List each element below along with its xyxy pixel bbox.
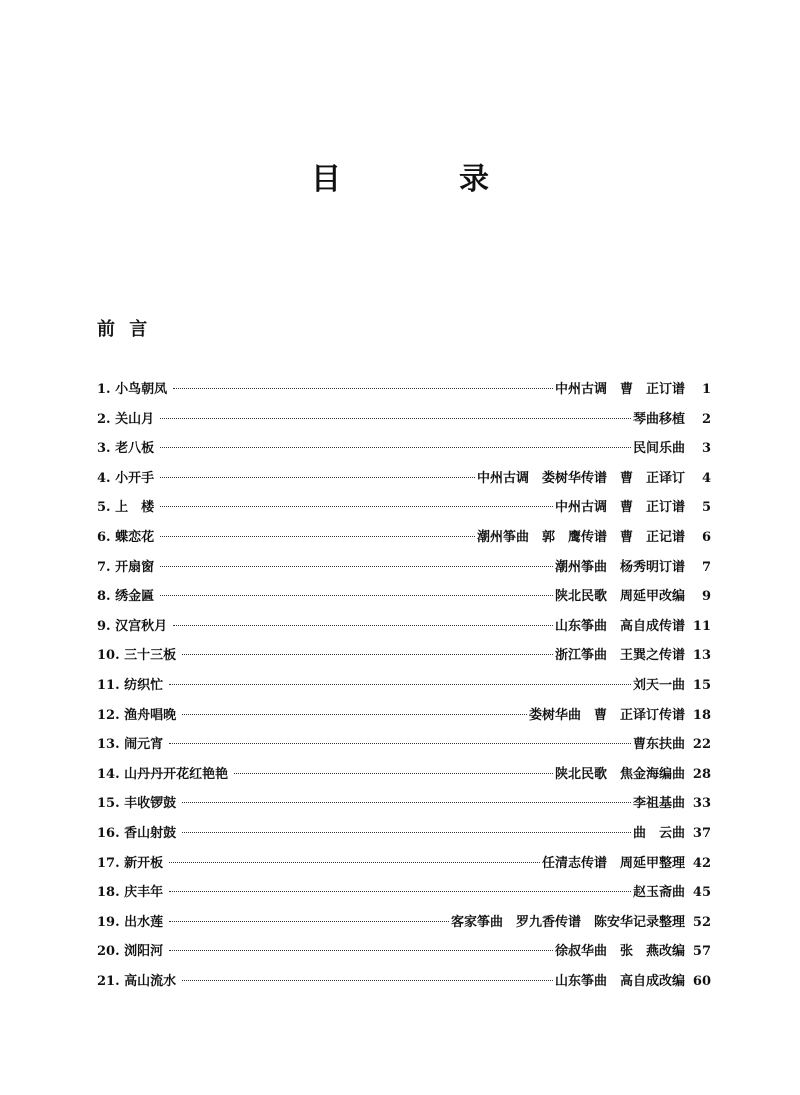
dot-leader: [182, 980, 553, 981]
toc-entry-title: 2. 关山月: [97, 411, 155, 427]
toc-entry-page: 5: [701, 500, 711, 516]
toc-entry-title: 21. 高山流水: [97, 973, 177, 989]
toc-entry-page: 28: [692, 766, 711, 782]
toc-entry-8[interactable]: [97, 582, 711, 612]
toc-entry-credit: 陕北民歌 周延甲改编: [554, 589, 685, 605]
toc-entry-page: 45: [692, 885, 711, 901]
toc-entry-credit: 徐叔华曲 张 燕改编: [554, 944, 685, 960]
dot-leader: [169, 743, 631, 744]
toc-entry-10[interactable]: [97, 641, 711, 671]
dot-leader: [160, 595, 553, 596]
toc-entry-page: 13: [692, 648, 711, 664]
dot-leader: [173, 388, 553, 389]
toc-entry-14[interactable]: [97, 760, 711, 790]
toc-entry-title: 4. 小开手: [97, 470, 155, 486]
page-title: 目 录: [311, 162, 533, 197]
dot-leader: [160, 566, 553, 567]
toc-entry-credit: 民间乐曲: [632, 441, 685, 457]
toc-entry-title: 3. 老八板: [97, 441, 155, 457]
dot-leader: [169, 862, 540, 863]
toc-entry-18[interactable]: [97, 878, 711, 908]
toc-entry-page: 2: [701, 411, 711, 427]
toc-entry-credit: 中州古调 曹 正订谱: [554, 382, 685, 397]
toc-entry-page: 1: [701, 382, 711, 397]
toc-entry-page: 52: [692, 914, 711, 930]
toc-entry-title: 15. 丰收锣鼓: [97, 796, 177, 812]
toc-entry-credit: 刘天一曲: [632, 677, 685, 693]
toc-entry-title: 1. 小鸟朝凤: [97, 382, 168, 397]
toc-entry-credit: 任清志传谱 周延甲整理: [541, 855, 685, 871]
dot-leader: [169, 684, 631, 685]
toc-entry-title: 6. 蝶恋花: [97, 529, 155, 545]
toc-entry-title: 19. 出水莲: [97, 914, 164, 930]
toc-entry-page: 11: [692, 618, 711, 634]
toc-entry-credit: 潮州筝曲 杨秀明订谱: [554, 559, 685, 575]
dot-leader: [169, 891, 631, 892]
toc-entry-credit: 山东筝曲 高自成改编: [554, 973, 685, 989]
toc-entry-20[interactable]: [97, 937, 711, 967]
toc-entry-credit: 中州古调 娄树华传谱 曹 正译订: [476, 470, 685, 486]
toc-entry-credit: 曲 云曲: [632, 825, 685, 841]
toc-entry-credit: 赵玉斋曲: [632, 885, 685, 901]
toc-entry-page: 37: [692, 825, 711, 841]
toc-entry-title: 12. 渔舟唱晚: [97, 707, 177, 723]
toc-entry-title: 13. 闹元宵: [97, 737, 164, 753]
dot-leader: [173, 625, 553, 626]
toc-entry-credit: 娄树华曲 曹 正译订传谱: [528, 707, 685, 723]
toc-entry-page: 33: [692, 796, 711, 812]
dot-leader: [160, 506, 553, 507]
dot-leader: [160, 477, 475, 478]
toc-entry-credit: 浙江筝曲 王巽之传谱: [554, 648, 685, 664]
toc-entry-page: 22: [692, 737, 711, 753]
toc-entry-7[interactable]: [97, 553, 711, 583]
dot-leader: [169, 921, 449, 922]
toc-entry-title: 7. 开扇窗: [97, 559, 155, 575]
toc-entry-credit: 潮州筝曲 郭 鹰传谱 曹 正记谱: [476, 529, 685, 545]
toc-entry-credit: 琴曲移植: [632, 411, 685, 427]
toc-entry-title: 11. 纺织忙: [97, 677, 164, 693]
dot-leader: [182, 714, 527, 715]
toc-entry-title: 9. 汉宫秋月: [97, 618, 168, 634]
dot-leader: [160, 536, 475, 537]
toc-entry-credit: 陕北民歌 焦金海编曲: [554, 766, 685, 782]
toc-entry-19[interactable]: [97, 908, 711, 938]
toc-entry-title: 14. 山丹丹开花红艳艳: [97, 766, 229, 782]
toc-entry-credit: 中州古调 曹 正订谱: [554, 500, 685, 516]
toc-entry-page: 60: [692, 973, 711, 989]
toc-entry-page: 7: [701, 559, 711, 575]
toc-entry-9[interactable]: [97, 612, 711, 642]
toc-entry-title: 18. 庆丰年: [97, 885, 164, 901]
toc-entry-5[interactable]: [97, 493, 711, 523]
toc-entry-title: 10. 三十三板: [97, 648, 177, 664]
toc-entry-17[interactable]: [97, 849, 711, 879]
toc-entry-page: 42: [692, 855, 711, 871]
toc-entry-page: 18: [692, 707, 711, 723]
dot-leader: [160, 418, 631, 419]
toc-entry-title: 16. 香山射鼓: [97, 825, 177, 841]
toc-entry-page: 15: [692, 677, 711, 693]
toc-entry-6[interactable]: [97, 523, 711, 553]
toc-entry-11[interactable]: [97, 671, 711, 701]
dot-leader: [160, 447, 631, 448]
toc-entry-21[interactable]: [97, 967, 711, 997]
toc-entry-credit: 客家筝曲 罗九香传谱 陈安华记录整理: [450, 914, 685, 930]
preface-heading: 前 言: [97, 319, 152, 340]
dot-leader: [182, 832, 631, 833]
toc-entry-13[interactable]: [97, 730, 711, 760]
toc-entry-page: 4: [701, 470, 711, 486]
toc-entry-title: 17. 新开板: [97, 855, 164, 871]
toc-entry-page: 9: [701, 589, 711, 605]
toc-entry-page: 3: [701, 441, 711, 457]
toc-entry-3[interactable]: [97, 434, 711, 464]
toc-entry-credit: 山东筝曲 高自成传谱: [554, 618, 685, 634]
toc-entry-credit: 李祖基曲: [632, 796, 685, 812]
toc-entry-page: 6: [701, 529, 711, 545]
toc-entry-4[interactable]: [97, 464, 711, 494]
toc-entry-title: 5. 上 楼: [97, 500, 155, 516]
toc-entry-1[interactable]: [97, 375, 711, 405]
table-of-contents: [97, 375, 711, 996]
toc-entry-16[interactable]: [97, 819, 711, 849]
toc-entry-2[interactable]: [97, 405, 711, 435]
dot-leader: [182, 802, 631, 803]
dot-leader: [169, 950, 553, 951]
dot-leader: [234, 773, 553, 774]
toc-entry-title: 8. 绣金匾: [97, 589, 155, 605]
toc-entry-15[interactable]: [97, 789, 711, 819]
toc-entry-credit: 曹东扶曲: [632, 737, 685, 753]
toc-entry-page: 57: [692, 944, 711, 960]
toc-entry-title: 20. 浏阳河: [97, 944, 164, 960]
toc-entry-12[interactable]: [97, 701, 711, 731]
dot-leader: [182, 654, 553, 655]
